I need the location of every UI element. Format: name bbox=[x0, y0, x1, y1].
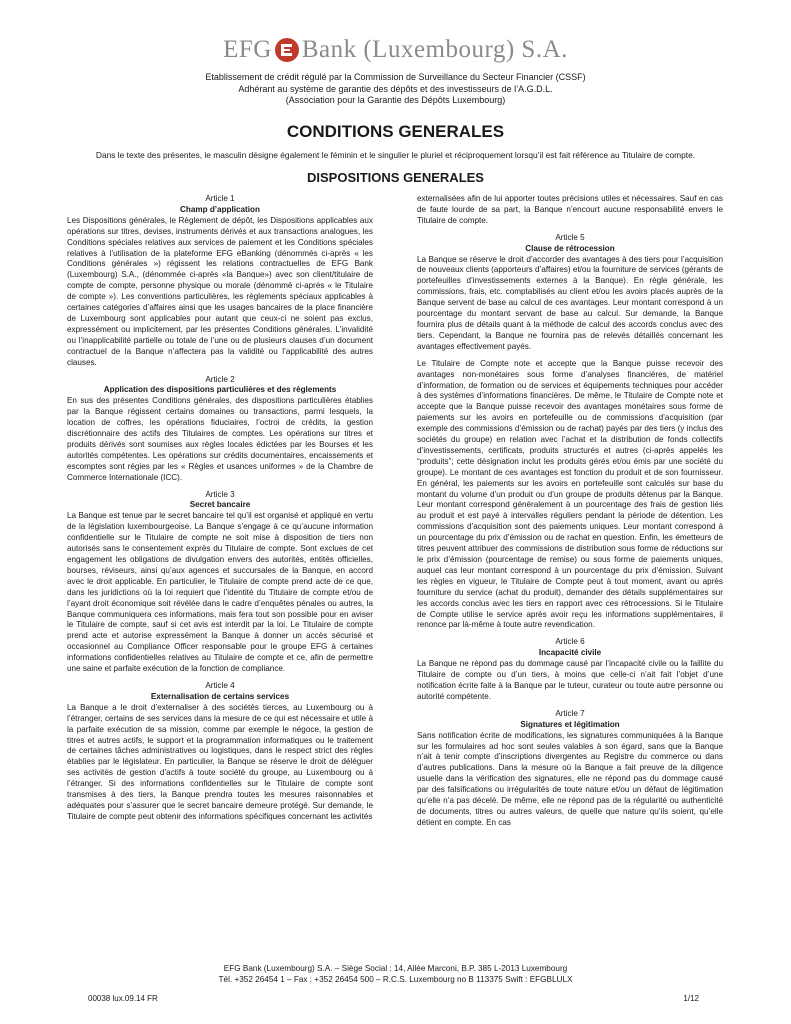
document-footer bbox=[0, 963, 791, 985]
article-number: Article 2 bbox=[205, 374, 235, 384]
article-paragraph: Le Titulaire de Compte note et accepte que la Banque puisse recevoir des avantages non-monétaires sous forme d’analyses financières, de matériel d’information, de formation ou de services et équipements techniques pour accéder à des systèmes d’informations financières. De même, le Titulaire de Compte note et accepte que la Banque puisse recevoir des avantages monétaires sous forme de paiements sur les avoirs en portefeuille ou de commissions d’acquisition (par exemple des commissions d’émission ou de rachat) payés par des tiers (y inclus des sociétés du groupe) en relation avec l’achat et la distribution de fonds collectifs d’investissements, certificats, produits structurés et autres (ci-après appelés les “produits”; cette désignation inclut les produits gérés et/ou émis par une société du groupe). Le montant de ces avantages est fonction du produit et de son fournisseur. En général, les paiements sur les avoirs en portefeuille sont calculés sur base du montant du volume d’un produit ou d’un groupe de produits détenus par la Banque. Leur montant correspond généralement à un pourcentage des frais de gestion liés au produit et est payé à intervalles réguliers pendant la période de détention. Les commissions d’acquisition sont des paiements uniques. Leur montant correspond à un pourcentage du prix d’émission ou de rachat en question. Enfin, les émetteurs de titres peuvent attribuer des commissions de distribution sous forme de réductions sur le prix d’émission (pourcentage de remise) ou sous forme de paiements uniques, auquel cas leur montant correspond à un pourcentage du prix d’émission. Suivant les règles en vigueur, le Titulaire de Compte peut à tout moment, avant ou après fourniture du service (achat du produit), demander des détails supplémentaires sur les accords conclus avec les tiers en rapport avec ces rétrocessions. Si le Titulaire de Compte utilise le service après avoir reçu les informations supplémentaires, il renonce par là-même à toute autre revendication. bbox=[417, 358, 723, 630]
regulatory-notice bbox=[0, 72, 791, 107]
article-title: Secret bancaire bbox=[189, 500, 251, 510]
article bbox=[67, 681, 373, 823]
bank-logo bbox=[0, 36, 791, 64]
article-title: Incapacité civile bbox=[538, 648, 602, 658]
article-paragraph: La Banque est tenue par le secret bancaire tel qu’il est organisé et appliqué en vertu de la législation luxembourgeoise. La Banque s’engage à ce qu’aucune information confidentielle sur le Titulaire de compte ne soit mise à disposition de tiers non autorisés sans le consentement exprès du Titulaire de compte. Sont exclues de cet engagement les obligations de divulgation envers des autorités, entités officielles, bourses, réviseurs, ainsi qu’aux agences et succursales de la Banque, en accord avec le droit applicable. En particulier, le Titulaire de compte prend acte de ce que, dans les juridictions où la loi requiert que l’identité du Titulaire de compte et/ou de l’ayant droit économique soit révélée dans le cadre d’enquêtes pénales ou autres, la Banque communiquera ces informations, mais fera tout son possible pour en aviser le Titulaire de compte, sauf si cet avis est interdit par la loi. Le Titulaire de compte prend acte et autorise expressément la Banque à donner un accès sécurisé et occasionnel au Compliance Officer responsable pour le groupe EFG à certaines informations confidentielles relatives au Titulaire de compte et ce, afin de permettre une saine et parfaite exécution de la fonction de compliance. bbox=[67, 511, 373, 674]
article-title: Signatures et légitimation bbox=[520, 719, 620, 729]
logo-text-right: Bank (Luxembourg) S.A. bbox=[301, 36, 568, 63]
footer-contact: Tél. +352 26454 1 – Fax : +352 26454 500 – R.C.S. Luxembourg no B 113375 Swift : EFGBLULX bbox=[218, 975, 573, 984]
footer-address: EFG Bank (Luxembourg) S.A. – Siège Social : 14, Allée Marconi, B.P. 385 L-2013 Luxembourg bbox=[223, 964, 568, 973]
article-number: Article 4 bbox=[205, 680, 235, 690]
article-paragraph: La Banque a le droit d’externaliser à des sociétés tierces, au Luxembourg ou à l’étranger, certains de ses services dans la mesure de ce qui est nécessaire et utile à la parfaite exécution de sa mission, comme par exemple le négoce, la gestion de titres et autres actifs, le support et la programmation informatiques ou le traitement de certaines tâches administratives ou logistiques, dans le respect strict des règles établies par le législateur. En particulier, la Banque se réserve le droit de déléguer ses activités de gestion d’actifs à toute société du groupe, au Luxembourg ou à l’étranger. Si des informations confidentielles sur le Titulaire de compte sont transmises à des tiers, la Banque prendra toutes les mesures raisonnables et adéquates pour s’assurer que le secret bancaire demeure protégé. Sur demande, le Titulaire de compte peut obtenir des informations spécifiques concernant les activités bbox=[67, 702, 373, 821]
logo-text-left: EFG bbox=[223, 36, 272, 63]
article-paragraph-continued: externalisées afin de lui apporter toutes précisions utiles et nécessaires. Sauf en cas de faute lourde de sa part, la Banque n’encourt aucune responsabilité envers le Titulaire de compte. bbox=[417, 194, 723, 225]
article bbox=[67, 375, 373, 484]
article-title: Externalisation de certains services bbox=[150, 691, 290, 701]
article bbox=[67, 490, 373, 675]
article-number: Article 3 bbox=[205, 489, 235, 499]
intro-text: Dans le texte des présentes, le masculin désigne également le féminin et le singulier le pluriel et réciproquement lorsqu’il est fait référence au Titulaire de compte. bbox=[95, 150, 696, 160]
article bbox=[417, 637, 723, 702]
article-number: Article 1 bbox=[205, 194, 235, 203]
article-number: Article 5 bbox=[555, 232, 585, 242]
article-title: Clause de rétrocession bbox=[525, 243, 615, 253]
article-paragraph: La Banque ne répond pas du dommage causé par l’incapacité civile ou la faillite du Titulaire de compte ou d’un tiers, à moins que celle-ci n’ait fait l’objet d’une notification écrite faite à la Banque par le tuteur, curateur ou toute autre personne ou autorité compétente. bbox=[417, 659, 723, 701]
article-paragraph: En sus des présentes Conditions générales, des dispositions particulières établies par la Banque régissent certains domaines ou transactions, parmi lesquels, la location de coffres, les opérations fiduciaires, l’octroi de crédits, la gestion discrétionnaire des actifs des Titulaires de comptes. Les opérations sur titres et produits dérivés sont soumises aux règles locales édictées par les Bourses et les autorités compétentes. Les opérations sur crédits documentaires, encaissements et escomptes sont régies par les « Règles et usances uniformes » de la Chambre de Commerce Internationale (ICC). bbox=[67, 396, 373, 482]
efg-logo-icon bbox=[275, 38, 299, 62]
left-column bbox=[67, 194, 373, 829]
article bbox=[417, 709, 723, 829]
document-reference: 00038 lux.09.14 FR bbox=[88, 994, 158, 1003]
article-paragraph: La Banque se réserve le droit d’accorder des avantages à des tiers pour l’acquisition de nouveaux clients (apporteurs d’affaires) et/ou la fourniture de services (gérants de portefeuilles d’investissements externes à la Banque). En règle générale, les commissions, frais, etc. comptabilisés au client et/ou les avoirs placés auprès de la Banque servent de base au calcul de ces avantages. Leur montant correspond à un pourcentage du montant servant de base au calcul. Sur demande, la Banque fournira plus de détails quant à la méthode de calcul des accords conclus avec des tiers. Cependant, la Banque ne fournira pas de relevés détaillés concernant les avantages effectivement payés. bbox=[417, 254, 723, 351]
article-paragraph: Les Dispositions générales, le Règlement de dépôt, les Dispositions applicables aux opérations sur titres, devises, instruments dérivés et aux transactions analogues, les Conditions spéciales relatives aux services de paiement et les Conditions spéciales relatives à l’utilisation de la plateforme EFG eBanking (dénommés ci-après « les Conditions générales ») régissent les relations contractuelles de EFG Bank (Luxembourg) S.A., (dénommée ci-après «la Banque») avec son client/titulaire de compte de compte, personne physique ou morale (dénommé ci-après « le Titulaire de compte »). Les conventions particulières, les règlements spéciaux applicables à certaines catégories d’affaires ainsi que les usages bancaires de la place financière de Luxembourg sont applicables pour autant que ceux-ci ne soient pas exclus, expressément ou implicitement, par les présentes Conditions générales. L’invalidité ou l’inapplicabilité partielle ou totale de l’une ou de plusieurs clauses d’un document contractuel de la Banque n’affectera pas la validité ou l’applicabilité des autres clauses. bbox=[67, 215, 373, 367]
reg-line-1: Etablissement de crédit régulé par la Commission de Surveillance du Secteur Financier (CSSF) bbox=[205, 72, 586, 82]
article-number: Article 6 bbox=[555, 637, 585, 647]
article bbox=[67, 194, 373, 369]
reg-line-2: Adhérant au système de garantie des dépôts et des investisseurs de l’A.G.D.L. bbox=[238, 83, 553, 94]
right-column bbox=[417, 194, 723, 835]
article-title: Application des dispositions particulières et des règlements bbox=[103, 385, 337, 395]
document-header bbox=[0, 36, 791, 107]
page-title: CONDITIONS GENERALES bbox=[286, 122, 505, 141]
section-title: DISPOSITIONS GENERALES bbox=[307, 170, 484, 185]
reg-line-3: (Association pour la Garantie des Dépôts Luxembourg) bbox=[285, 95, 506, 105]
article bbox=[417, 233, 723, 632]
article-paragraph: Sans notification écrite de modifications, les signatures communiquées à la Banque sur les formulaires ad hoc sont seules valables à son égard, sans que la Banque n’ait à tenir compte d’inscriptions divergentes au Registre du commerce ou dans d’autres publications. Dans la mesure où la Banque a fait preuve de la diligence usuelle dans la vérification des signatures, elle ne répond pas du dommage causé par des falsifications ou irrégularités de toute nature et/ou un défaut de légitimation qu’elle n’a pas décelé. De même, elle ne répond pas de la régularité ou authenticité de documents, titres ou autres valeurs, de quelle que nature qu’ils soient, qu’elle détient en compte. En cas bbox=[417, 730, 723, 827]
article-title: Champ d’application bbox=[180, 204, 260, 214]
article-number: Article 7 bbox=[555, 708, 585, 718]
page-number: 1/12 bbox=[683, 994, 699, 1003]
